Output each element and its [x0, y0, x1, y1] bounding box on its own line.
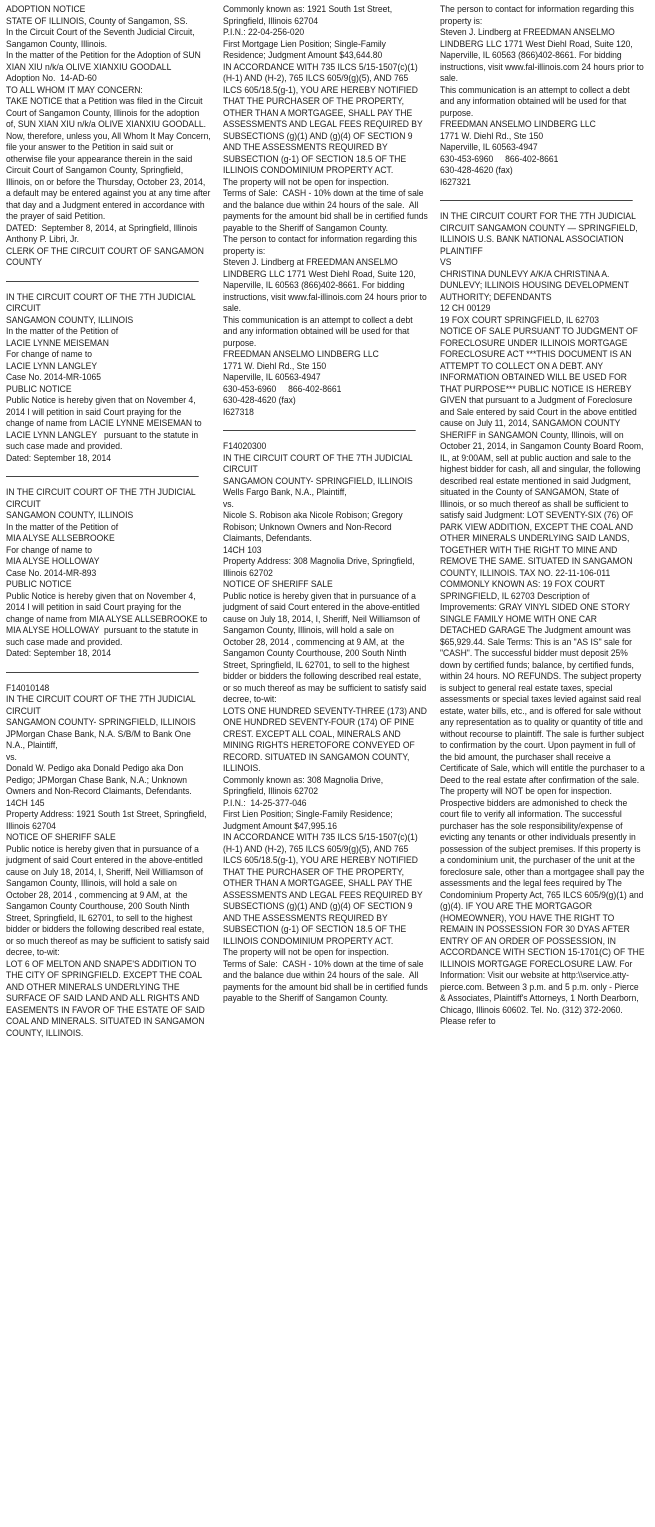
notice-foreclosure-dunlevy [440, 211, 645, 1028]
notice-name-change-meiseman [6, 292, 211, 465]
divider [223, 430, 416, 431]
notice-adoption [6, 4, 211, 269]
notice-sheriff-sale-robison [223, 441, 428, 1005]
notice-text: F14020300 IN THE CIRCUIT COURT OF THE 7TH JUDICIAL CIRCUIT SANGAMON COUNTY- SPRINGFIELD, ILLINOIS Wells Fargo Bank, N.A., Plaintiff, vs. Nicole S. Robison aka Nicole Robison; Gregory Robison; Unknown Owners and Non-Record Claimants, Defendants. 14CH 103 Property Address: 308 Magnolia Drive, Springfield, Illinois 62702 NOTICE OF SHERIFF SALE Public notice is hereby given that in pursuance of a judgment of said Court entered in the above-entitled cause on July 18, 2014, I, Sheriff, Neil Williamson of Sangamon County, Illinois, will hold a sale on October 28, 2014 , commencing at 9 AM, at the Sangamon County Courthouse, 200 South Ninth Street, Springfield, IL 62701, to sell to the highest bidder or bidders the following described real estate, or so much thereof as may be sufficient to satisfy said decree, to-wit: LOTS ONE HUNDRED SEVENTY-THREE (173) AND ONE HUNDRED SEVENTY-FOUR (174) OF PINE CREST. EXCEPT ALL COAL, MINERALS AND MINING RIGHTS HERETOFORE CONVEYED OF RECORD. SITUATED IN SANGAMON COUNTY, ILLINOIS. Commonly known as: 308 Magnolia Drive, Springfield, Illinois 62702 P.I.N.: 14-25-377-046 First Lien Position; Single-Family Residence; Judgment Amount $47,995.16 IN ACCORDANCE WITH 735 ILCS 5/15-1507(c)(1)(H-1) AND (H-2), 765 ILCS 605/9(g)(5), AND 765 ILCS 605/18.5(g-1), YOU ARE HEREBY NOTIFIED THAT THE PURCHASER OF THE PROPERTY, OTHER THAN A MORTGAGEE, SHALL PAY THE ASSESSMENTS AND LEGAL FEES REQUIRED BY SUBSECTIONS (g)(1) AND (g)(4) OF SECTION 9 AND THE ASSESSMENTS REQUIRED BY SUBSECTION (g-1) OF SECTION 18.5 OF THE ILLINOIS CONDOMINIUM PROPERTY ACT. The property will not be open for inspection. Terms of Sale: CASH - 10% down at the time of sale and the balance due within 24 hours of the sale. All payments for the amount bid shall be in certified funds payable to the Sheriff of Sangamon County. [223, 441, 428, 1003]
notice-sheriff-sale-pedigo [6, 683, 211, 1040]
notice-text: F14010148 IN THE CIRCUIT COURT OF THE 7TH JUDICIAL CIRCUIT SANGAMON COUNTY- SPRINGFIELD, ILLINOIS JPMorgan Chase Bank, N.A. S/B/M to Bank One N.A., Plaintiff, vs. Donald W. Pedigo aka Donald Pedigo aka Don Pedigo; JPMorgan Chase Bank, N.A.; Unknown Owners and Non-Record Claimants, Defendants. 14CH 145 Property Address: 1921 South 1st Street, Springfield, Illinois 62704 NOTICE OF SHERIFF SALE Public notice is hereby given that in pursuance of a judgment of said Court entered in the above-entitled cause on July 18, 2014, I, Sheriff, Neil Williamson of Sangamon County, Illinois, will hold a sale on October 28, 2014 , commencing at 9 AM, at the Sangamon County Courthouse, 200 South Ninth Street, Springfield, IL 62701, to sell to the highest bidder or bidders the following described real estate, or so much thereof as may be sufficient to satisfy said decree, to-wit: LOT 6 OF MELTON AND SNAPE'S ADDITION TO THE CITY OF SPRINGFIELD. EXCEPT THE COAL AND OTHER MINERALS UNDERLYING THE SURFACE OF SAID LAND AND ALL RIGHTS AND EASEMENTS IN FAVOR OF THE ESTATE OF SAID COAL AND MINERALS. SITUATED IN SANGAMON COUNTY, ILLINOIS. [6, 682, 210, 1038]
notice-name-change-allsebrooke [6, 487, 211, 660]
divider [440, 200, 633, 201]
divider [6, 281, 199, 282]
column-middle [223, 4, 428, 1527]
notice-text: IN THE CIRCUIT COURT FOR THE 7TH JUDICIAL CIRCUIT SANGAMON COUNTY — SPRINGFIELD, ILLINOIS U.S. BANK NATIONAL ASSOCIATION PLAINTIFF VS CHRISTINA DUNLEVY A/K/A CHRISTINA A. DUNLEVY; ILLINOIS HOUSING DEVELOPMENT AUTHORITY; DEFENDANTS 12 CH 00129 19 FOX COURT SPRINGFIELD, IL 62703 NOTICE OF SALE PURSUANT TO JUDGMENT OF FORECLOSURE UNDER ILLINOIS MORTGAGE FORECLOSURE ACT ***THIS DOCUMENT IS AN ATTEMPT TO COLLECT ON A DEBT. ANY INFORMATION OBTAINED WILL BE USED FOR THAT PURPOSE*** PUBLIC NOTICE IS HEREBY GIVEN that pursuant to a Judgment of Foreclosure and Sale entered by said Court in the above entitled cause on July 11, 2014, SANGAMON COUNTY SHERIFF in SANGAMON County, Illinois, will on October 21, 2014, in Sangamon County Board Room, IL, at 9:00AM, sell at public auction and sale to the highest bidder for cash, all and singular, the following described real estate mentioned in said Judgment, situated in the County of SANGAMON, State of Illinois, or so much thereof as shall be sufficient to satisfy said Judgment: LOT SEVENTY-SIX (76) OF PARK VIEW ADDITION, EXCEPT THE COAL AND OTHER MINERALS UNDERLYING SAID LANDS, TOGETHER WITH THE RIGHT TO MINE AND REMOVE THE SAME. SITUATED IN SANGAMON COUNTY, ILLINOIS. TAX NO. 22-11-106-011 COMMONLY KNOWN AS: 19 FOX COURT SPRINGFIELD, IL 62703 Description of Improvements: GRAY VINYL SIDED ONE STORY SINGLE FAMILY HOME WITH ONE CAR DETACHED GARAGE The Judgment amount was $65,929.44. Sale Terms: This is an "AS IS" sale for "CASH". The successful bidder must deposit 25% down by certified funds; balance, by certified funds, within 24 hours. NO REFUNDS. The subject property is subject to general real estate taxes, special assessments or special taxes levied against said real estate, water bills, etc., and is offered for sale without any representation as to quality or quantity of title and without recourse to plaintiff. The sale is further subject to confirmation by the court. Upon payment in full of the bid amount, the purchaser shall receive a Certificate of Sale, which will entitle the purchaser to a Deed to the real estate after confirmation of the sale. The property will NOT be open for inspection. Prospective bidders are admonished to check the court file to verify all information. The successful purchaser has the sole responsibility/expense of evicting any tenants or other individuals presently in possession of the subject premises. If this property is a condominium unit, the purchaser of the unit at the foreclosure sale, other than a mortgagee shall pay the assessments and the legal fees required by The Condominium Property Act, 765 ILCS 605/9(g)(1) and (g)(4). IF YOU ARE THE MORTGAGOR (HOMEOWNER), YOU HAVE THE RIGHT TO REMAIN IN POSSESSION FOR 30 DYAS AFTER ENTRY OF AN ORDER OF POSSESSION, IN ACCORDANCE WITH SECTION 15-1701(C) OF THE ILLINOIS MORTGAGE FORECLOSURE LAW. For Information: Visit our website at http:\\service.atty-pierce.com. Between 3 p.m. and 5 p.m. only - Pierce & Associates, Plaintiff's Attorneys, 1 North Dearborn, Chicago, Illinois 60602. Tel. No. (312) 372-2060. Please refer to [440, 211, 645, 1026]
divider [6, 476, 199, 477]
notice-text: IN THE CIRCUIT COURT OF THE 7TH JUDICIAL CIRCUIT SANGAMON COUNTY, ILLINOIS In the matter of the Petition of MIA ALYSE ALLSEBROOKE For change of name to MIA ALYSE HOLLOWAY Case No. 2014-MR-893 PUBLIC NOTICE Public Notice is hereby given that on November 4, 2014 I will petition in said Court praying for the change of name from MIA ALYSE ALLSEBROOKE to MIA ALYSE HOLLOWAY pursuant to the statute in such case made and provided. Dated: September 18, 2014 [6, 487, 208, 658]
column-left [6, 4, 211, 1527]
column-right [440, 4, 645, 1527]
notice-text: Commonly known as: 1921 South 1st Street, Springfield, Illinois 62704 P.I.N.: 22-04-256-020 First Mortgage Lien Position; Single-Family Residence; Judgment Amount $43,644.80 IN ACCORDANCE WITH 735 ILCS 5/15-1507(c)(1)(H-1) AND (H-2), 765 ILCS 605/9(g)(5), AND 765 ILCS 605/18.5(g-1), YOU ARE HEREBY NOTIFIED THAT THE PURCHASER OF THE PROPERTY, OTHER THAN A MORTGAGEE, SHALL PAY THE ASSESSMENTS AND LEGAL FEES REQUIRED BY SUBSECTIONS (g)(1) AND (g)(4) OF SECTION 9 AND THE ASSESSMENTS REQUIRED BY SUBSECTION (g-1) OF SECTION 18.5 OF THE ILLINOIS CONDOMINIUM PROPERTY ACT. The property will not be open for inspection. Terms of Sale: CASH - 10% down at the time of sale and the balance due within 24 hours of the sale. All payments for the amount bid shall be in certified funds payable to the Sheriff of Sangamon County. The person to contact for information regarding this property is: Steven J. Lindberg at FREEDMAN ANSELMO LINDBERG LLC 1771 West Diehl Road, Suite 120, Naperville, IL 60563 (866)402-8661. For bidding instructions, visit www.fal-illinois.com 24 hours prior to sale. This communication is an attempt to collect a debt and any information obtained will be used for that purpose. FREEDMAN ANSELMO LINDBERG LLC 1771 W. Diehl Rd., Ste 150 Naperville, IL 60563-4947 630-453-6960 866-402-8661 630-428-4620 (fax) I627318 [223, 4, 428, 417]
notice-text: ADOPTION NOTICE STATE OF ILLINOIS, County of Sangamon, SS. In the Circuit Court of the Seventh Judicial Circuit, Sangamon County, Illinois. In the matter of the Petition for the Adoption of SUN XIAN XIU n/k/a OLIVE XIANXIU GOODALL Adoption No. 14-AD-60 TO ALL WHOM IT MAY CONCERN: TAKE NOTICE that a Petition was filed in the Circuit Court of Sangamon County, Illinois for the adoption of, SUN XIAN XIU n/k/a OLIVE XIANXIU GOODALL. Now, therefore, unless you, All Whom It May Concern, file your answer to the Petition in said suit or otherwise file your appearance therein in the said Circuit Court of Sangamon County, Springfield, Illinois, on or before the Thursday, October 23, 2014, a default may be entered against you at any time after that day and a Judgment entered in accordance with the prayer of said Petition. DATED: September 8, 2014, at Springfield, Illinois Anthony P. Libri, Jr. CLERK OF THE CIRCUIT COURT OF SANGAMON COUNTY [6, 4, 211, 267]
divider [6, 672, 199, 673]
notice-sheriff-sale-robison-continued [440, 4, 645, 188]
notice-sheriff-sale-pedigo-continued [223, 4, 428, 418]
notice-text: The person to contact for information regarding this property is: Steven J. Lindberg at FREEDMAN ANSELMO LINDBERG LLC 1771 West Diehl Road, Suite 120, Naperville, IL 60563 (866)402-8661. For bidding instructions, visit www.fal-illinois.com 24 hours prior to sale. This communication is an attempt to collect a debt and any information obtained will be used for that purpose. FREEDMAN ANSELMO LINDBERG LLC 1771 W. Diehl Rd., Ste 150 Naperville, IL 60563-4947 630-453-6960 866-402-8661 630-428-4620 (fax) I627321 [440, 4, 644, 187]
notice-text: IN THE CIRCUIT COURT OF THE 7TH JUDICIAL CIRCUIT SANGAMON COUNTY, ILLINOIS In the matter of the Petition of LACIE LYNNE MEISEMAN For change of name to LACIE LYNN LANGLEY Case No. 2014-MR-1065 PUBLIC NOTICE Public Notice is hereby given that on November 4, 2014 I will petition in said Court praying for the change of name from LACIE LYNNE MEISEMAN to LACIE LYNN LANGLEY pursuant to the statute in such case made and provided. Dated: September 18, 2014 [6, 291, 202, 463]
